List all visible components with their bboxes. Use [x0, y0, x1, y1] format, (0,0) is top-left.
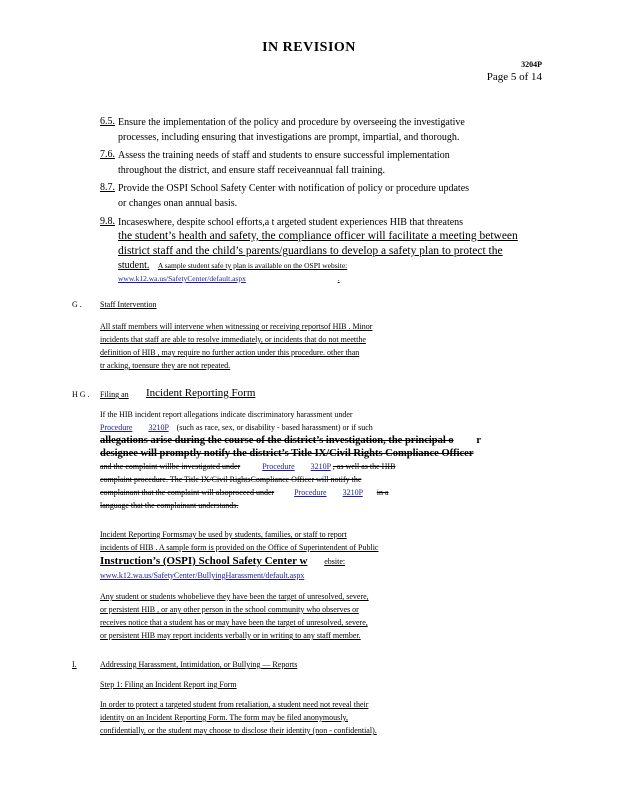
item-line: or changes onan annual basis. — [118, 198, 238, 209]
paragraph-line: definition of HIB , may require no further action under this procedure. other than — [100, 348, 360, 357]
section-heading-form: Incident Reporting Form — [146, 387, 256, 399]
procedure-link[interactable]: 3210P — [310, 462, 331, 471]
paragraph-line: or persistent HIB may report incidents verbally or in writing to any staff member. — [100, 631, 361, 640]
section-label: I. — [72, 660, 77, 669]
paragraph-line: (such as race, sex, or disability - based harassment) or if such — [176, 423, 373, 432]
item-line: student. — [118, 260, 150, 271]
struck-line: r — [476, 435, 481, 446]
struck-line: allegations arise during the course of the district’s investigation, the principal o — [100, 435, 454, 446]
struck-line: designee will promptly notify the district’s Title IX/Civil Rights Compliance Officer — [100, 448, 474, 459]
section-label: H G . — [72, 390, 90, 399]
inserted-line: district staff and the child’s parents/guardians to develop a safety plan to protect the — [118, 245, 503, 257]
item-line: . — [337, 274, 340, 283]
paragraph-line: incidents that staff are able to resolve immediately, or incidents that do not meetthe — [100, 335, 366, 344]
struck-line: complainant that the complaint will alsoproceed under — [100, 488, 275, 497]
procedure-link[interactable]: 3210P — [342, 488, 363, 497]
section-heading: Filing an — [100, 390, 129, 399]
item-number: 6.5. — [100, 116, 115, 127]
paragraph-line: All staff members will intervene when witnessing or receiving reportsof HIB . Minor — [100, 322, 373, 331]
item-number: 7.6. — [100, 149, 115, 160]
paragraph-line: In order to protect a targeted student from retaliation, a student need not reveal their — [100, 700, 369, 709]
safety-plan-link[interactable]: www.k12.wa.us/SafetyCenter/default.aspx — [118, 274, 246, 283]
paragraph-line: If the HIB incident report allegations indicate discriminatory harassment under — [100, 410, 353, 419]
paragraph-line: incidents of HIB . A sample form is provided on the Office of Superintendent of Public — [100, 543, 379, 552]
paragraph-line: Incident Reporting Formsmay be used by students, families, or staff to report — [100, 530, 347, 539]
paragraph-line: tr acking, toensure they are not repeated. — [100, 361, 231, 370]
item-line: Incaseswhere, despite school efforts,a t argeted student experiences HIB that threatens — [118, 217, 464, 228]
struck-line: language that the complainant understands. — [100, 501, 239, 510]
struck-line: and the complaint willbe investigated under — [100, 462, 241, 471]
item-line: processes, including ensuring that investigations are prompt, impartial, and thorough. — [118, 132, 460, 143]
item-line: Ensure the implementation of the policy and procedure by overseeing the investigative — [118, 117, 465, 128]
section-heading: Staff Intervention — [100, 300, 157, 309]
item-line: Provide the OSPI School Safety Center with notification of policy or procedure updates — [118, 183, 470, 194]
inserted-line: the student’s health and safety, the compliance officer will facilitate a meeting between — [118, 230, 518, 242]
procedure-link[interactable]: Procedure — [262, 462, 295, 471]
paragraph-line: confidentially, or the student may choose to disclose their identity (non - confidential). — [100, 726, 377, 735]
struck-line: in a — [376, 488, 389, 497]
section-label: G . — [72, 300, 82, 309]
paragraph-line: identity on an Incident Reporting Form. The form may be filed anonymously, — [100, 713, 348, 722]
revision-title: IN REVISION — [262, 40, 356, 55]
procedure-link[interactable]: Procedure — [294, 488, 327, 497]
paragraph-line: ebsite: — [324, 557, 346, 566]
section-heading: Addressing Harassment, Intimidation, or Bullying — Reports — [100, 660, 298, 669]
bullying-form-link[interactable]: www.k12.wa.us/SafetyCenter/BullyingHarassment/default.aspx — [100, 571, 305, 580]
item-line: A sample student safe ty plan is available on the OSPI website: — [157, 261, 348, 270]
procedure-link[interactable]: Procedure — [100, 423, 133, 432]
item-number: 9.8. — [100, 216, 115, 227]
paragraph-line: or persistent HIB , or any other person in the school community who observes or — [100, 605, 359, 614]
procedure-link[interactable]: 3210P — [148, 423, 169, 432]
item-line: throughout the district, and ensure staff receiveannual fall training. — [118, 165, 385, 176]
struck-line: complaint procedure. The Title IX/Civil RightsCompliance Officer will notify the — [100, 475, 362, 484]
struck-line: , as well as the HIB — [332, 462, 396, 471]
policy-code: 3204P — [521, 60, 542, 69]
paragraph-line: receives notice that a student has or may have been the target of unresolved, severe, — [100, 618, 368, 627]
page-number: Page 5 of 14 — [486, 71, 542, 83]
item-number: 8.7. — [100, 182, 115, 193]
step-heading: Step 1: Filing an Incident Report ing Form — [100, 680, 237, 689]
item-line: Assess the training needs of staff and students to ensure successful implementation — [118, 150, 450, 161]
paragraph-line: Instruction’s (OSPI) School Safety Center w — [100, 555, 308, 567]
paragraph-line: Any student or students whobelieve they have been the target of unresolved, severe, — [100, 592, 369, 601]
